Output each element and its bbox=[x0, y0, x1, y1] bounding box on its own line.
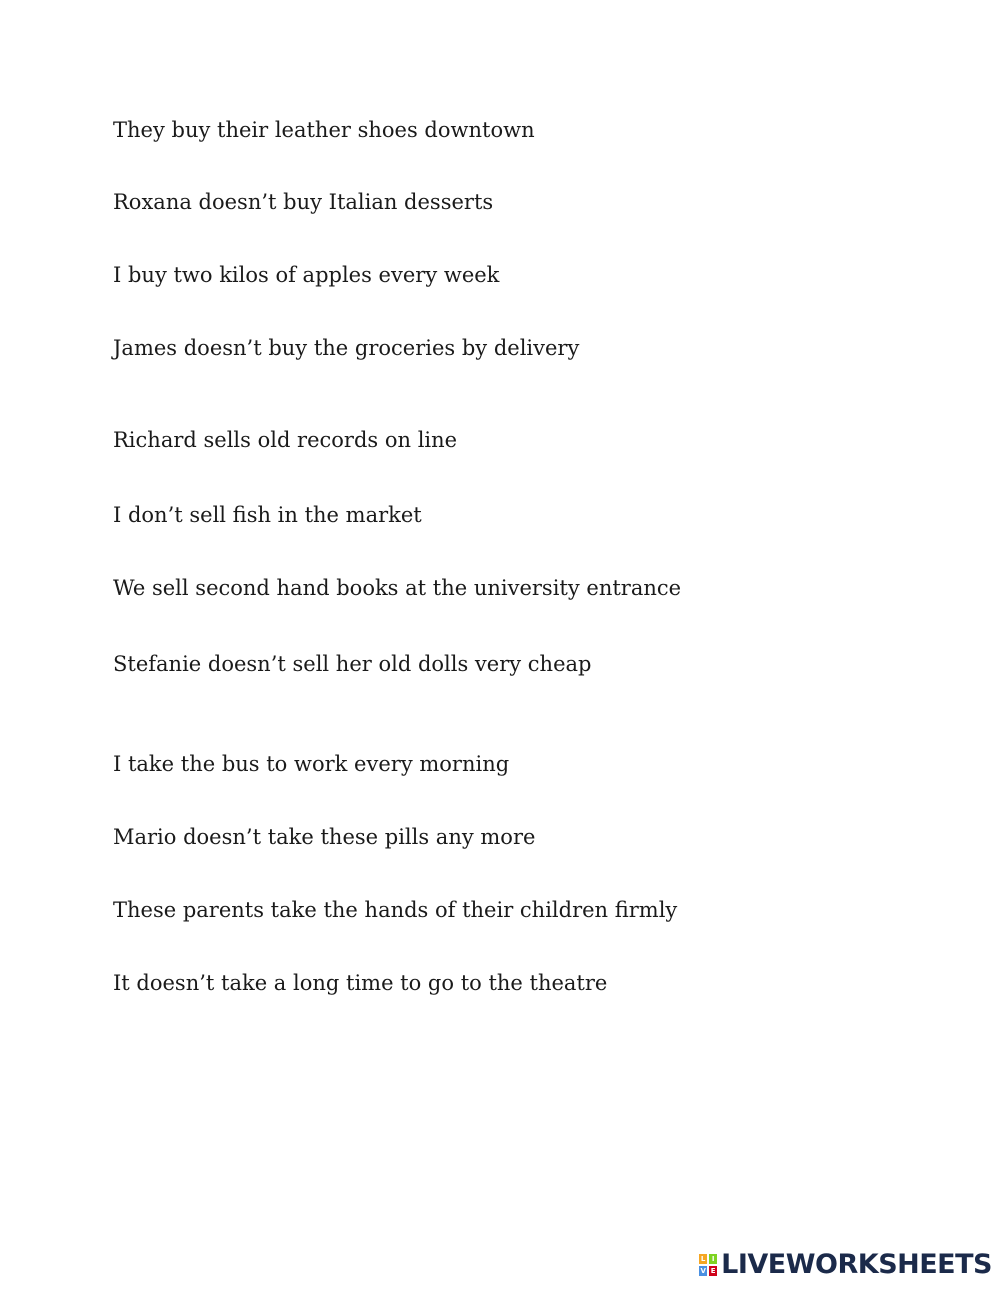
logo-mark-letter: V bbox=[700, 1267, 706, 1275]
sentence-4: James doesn’t buy the groceries by delivery bbox=[113, 336, 580, 360]
sentence-6: I don’t sell fish in the market bbox=[113, 503, 422, 527]
sentence-1: They buy their leather shoes downtown bbox=[113, 118, 535, 142]
liveworksheets-logo bbox=[699, 1249, 992, 1281]
sentence-3: I buy two kilos of apples every week bbox=[113, 263, 500, 287]
logo-mark-letter: I bbox=[709, 1254, 717, 1264]
sentence-10: Mario doesn’t take these pills any more bbox=[113, 825, 536, 849]
sentence-12: It doesn’t take a long time to go to the theatre bbox=[113, 971, 608, 995]
logo-wordmark: LIVEWORKSHEETS bbox=[721, 1249, 992, 1280]
sentence-11: These parents take the hands of their children firmly bbox=[113, 898, 678, 922]
logo-mark-letter: L bbox=[700, 1255, 706, 1263]
sentence-7: We sell second hand books at the university entrance bbox=[113, 576, 682, 600]
logo-mark-letter: E bbox=[710, 1267, 716, 1275]
sentence-5: Richard sells old records on line bbox=[113, 428, 458, 452]
sentence-9: I take the bus to work every morning bbox=[113, 752, 510, 776]
sentence-2: Roxana doesn’t buy Italian desserts bbox=[113, 190, 494, 214]
sentence-8: Stefanie doesn’t sell her old dolls very cheap bbox=[113, 652, 592, 676]
logo-mark-icon bbox=[699, 1254, 717, 1276]
